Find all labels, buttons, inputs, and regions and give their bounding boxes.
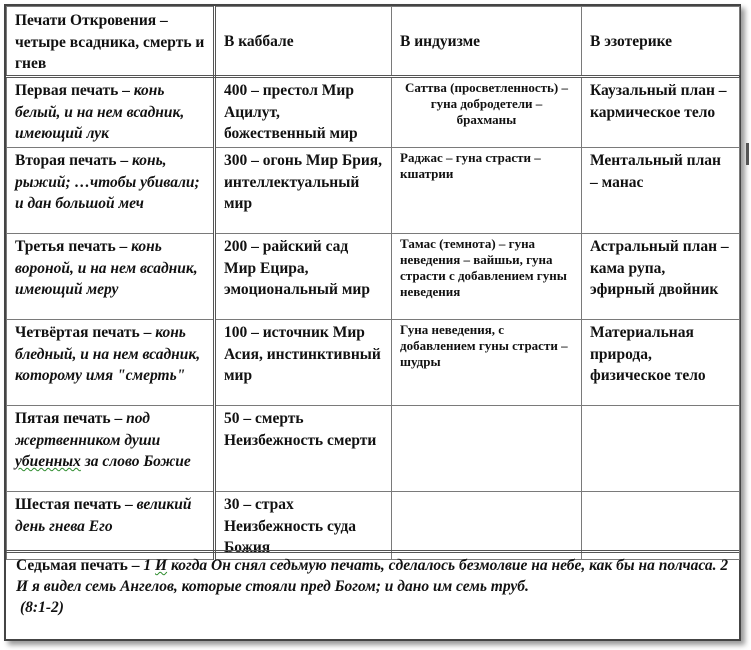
kabbalah-cell: 300 – огонь Мир Брия, интеллектуальный мир <box>215 148 392 234</box>
esoteric-cell <box>582 406 740 492</box>
seal-name: Первая печать <box>15 82 119 99</box>
seal-description: конь бледный, и на нем всадник, которому имя "смерть" <box>15 324 201 384</box>
seal-description: великий день гнева Его <box>15 496 192 535</box>
table-row <box>7 148 740 234</box>
seal-cell: Шестая печать – великий день гнева Его <box>7 492 215 560</box>
seal-description: конь, рыжий; …чтобы убивали; и дан большой меч <box>15 152 200 212</box>
kabbalah-cell: 30 – страх Неизбежность суда Божия <box>215 492 392 560</box>
seal-name: Четвёртая печать <box>15 324 140 341</box>
kabbalah-cell: 400 – престол Мир Ацилут, божественный мир <box>215 77 392 148</box>
table-row <box>7 406 740 492</box>
scroll-marker[interactable] <box>746 143 749 165</box>
seventh-seal-quote: 1 И когда Он снял седьмую печать, сделалось безмолвие на небе, как бы на полчаса. 2 И я видел семь Ангелов, которые стояли пред Богом; и дано им семь труб. <box>16 557 729 595</box>
seventh-seal-label: Седьмая печать <box>16 557 128 574</box>
hinduism-cell: Тамас (темнота) – гуна неведения – вайшьи, гуна страсти с добавлением гуны неведения <box>392 234 582 320</box>
table-row <box>7 77 740 148</box>
seal-description: конь вороной, и на нем всадник, имеющий меру <box>15 238 198 298</box>
hinduism-cell: Раджас – гуна страсти – кшатрии <box>392 148 582 234</box>
seal-cell: Вторая печать – конь, рыжий; …чтобы убивали; и дан большой меч <box>7 148 215 234</box>
hinduism-cell: Гуна неведения, с добавлением гуны страсти – шудры <box>392 320 582 406</box>
seal-cell: Первая печать – конь белый, и на нем всадник, имеющий лук <box>7 77 215 148</box>
table-row <box>7 234 740 320</box>
kabbalah-cell: 200 – райский сад Мир Ецира, эмоциональный мир <box>215 234 392 320</box>
seal-description: под жертвенником души убиенных за слово Божие <box>15 410 191 470</box>
seals-table <box>6 6 740 560</box>
esoteric-cell: Ментальный план – манас <box>582 148 740 234</box>
kabbalah-cell: 50 – смерть Неизбежность смерти <box>215 406 392 492</box>
spellcheck-underline: убиенных <box>15 453 81 470</box>
seal-name: Третья печать <box>15 238 116 255</box>
esoteric-cell: Материальная природа, физическое тело <box>582 320 740 406</box>
seal-name: Пятая печать <box>15 410 111 427</box>
esoteric-cell <box>582 492 740 560</box>
header-esoteric: В эзотерике <box>582 7 740 77</box>
header-seals: Печати Откровения – четыре всадника, смерть и гнев <box>7 7 215 77</box>
esoteric-cell: Каузальный план – кармическое тело <box>582 77 740 148</box>
seventh-seal-reference: (8:1-2) <box>20 599 64 616</box>
seal-cell: Пятая печать – под жертвенником души убиенных за слово Божие <box>7 406 215 492</box>
esoteric-cell: Астральный план – кама рупа, эфирный двойник <box>582 234 740 320</box>
hinduism-cell <box>392 406 582 492</box>
kabbalah-cell: 100 – источник Мир Асия, инстинктивный мир <box>215 320 392 406</box>
table-row <box>7 320 740 406</box>
hinduism-cell <box>392 492 582 560</box>
seal-cell: Четвёртая печать – конь бледный, и на нем всадник, которому имя "смерть" <box>7 320 215 406</box>
seventh-seal-paragraph: Седьмая печать – 1 И когда Он снял седьмую печать, сделалось безмолвие на небе, как бы на полчаса. 2 И я видел семь Ангелов, которые стояли пред Богом; и дано им семь труб. (8:1-2) <box>6 550 739 638</box>
seal-cell: Третья печать – конь вороной, и на нем всадник, имеющий меру <box>7 234 215 320</box>
hinduism-cell: Саттва (просветленность) – гуна добродетели – брахманы <box>392 77 582 148</box>
seal-description: конь белый, и на нем всадник, имеющий лук <box>15 82 185 142</box>
header-hinduism: В индуизме <box>392 7 582 77</box>
table-row <box>7 492 740 560</box>
header-kabbalah: В каббале <box>215 7 392 77</box>
header-row <box>7 7 740 77</box>
seal-name: Шестая печать <box>15 496 122 513</box>
seal-name: Вторая печать <box>15 152 117 169</box>
